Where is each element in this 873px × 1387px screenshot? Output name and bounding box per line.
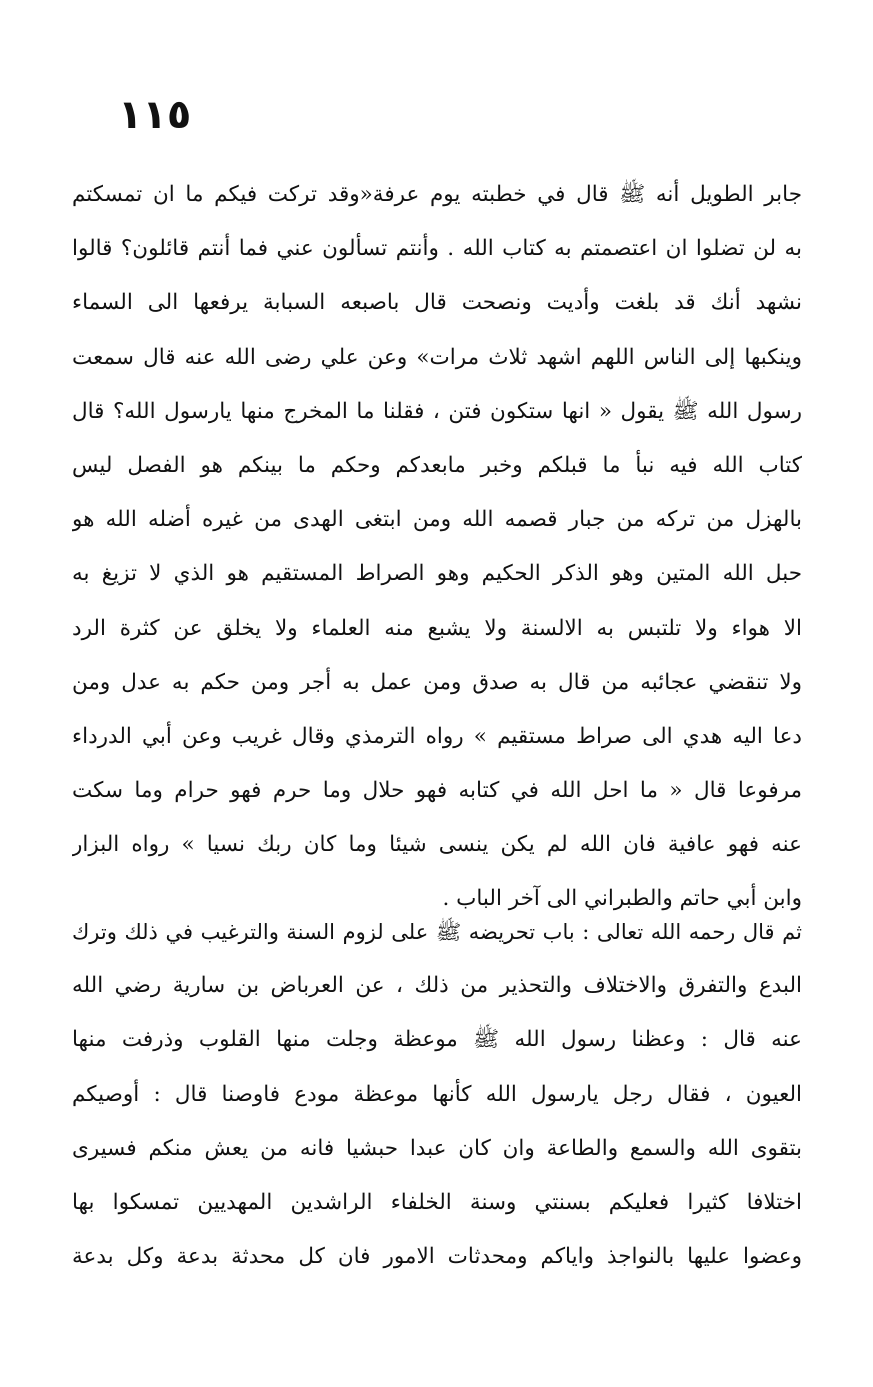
text-line: جابر الطويل أنه ﷺ قال في خطبته يوم عرفة«وقد تركت فيكم ما ان تمسكتم (72, 182, 802, 207)
text-line: ولا تنقضي عجائبه من قال به صدق ومن عمل به أجر ومن حكم به عدل ومن (72, 669, 802, 695)
text-line: وابن أبي حاتم والطبراني الى آخر الباب . (442, 886, 802, 912)
text-line: كتاب الله فيه نبأ ما قبلكم وخبر مابعدكم وحكم ما بينكم هو الفصل ليس (72, 452, 802, 478)
text-line: وعضوا عليها بالنواجذ واياكم ومحدثات الامور فان كل محدثة بدعة وكل بدعة (72, 1244, 802, 1270)
text-line: وينكبها إلى الناس اللهم اشهد ثلاث مرات» وعن علي رضى الله عنه قال سمعت (72, 344, 802, 370)
text-line: اختلافا كثيرا فعليكم بسنتي وسنة الخلفاء الراشدين المهديين تمسكوا بها (72, 1189, 802, 1215)
text-line: الا هواء ولا تلتبس به الالسنة ولا يشبع منه العلماء ولا يخلق عن كثرة الرد (72, 615, 802, 641)
text-line: بالهزل من تركه من جبار قصمه الله ومن ابتغى الهدى من غيره أضله الله هو (72, 507, 802, 533)
text-line: نشهد أنك قد بلغت وأديت ونصحت قال باصبعه السبابة يرفعها الى السماء (72, 290, 802, 316)
text-line: دعا اليه هدي الى صراط مستقيم » رواه الترمذي وقال غريب وعن أبي الدرداء (72, 723, 802, 749)
text-line: حبل الله المتين وهو الذكر الحكيم وهو الصراط المستقيم هو الذي لا تزيغ به (72, 561, 802, 587)
text-line: عنه فهو عافية فان الله لم يكن ينسى شيئا وما كان ربك نسيا » رواه البزار (72, 832, 802, 858)
text-line: مرفوعا قال « ما احل الله في كتابه فهو حلال وما حرم فهو حرام وما سكت (72, 778, 802, 804)
text-line: رسول الله ﷺ يقول « انها ستكون فتن ، فقلنا ما المخرج منها يارسول الله؟ قال (72, 398, 802, 424)
text-line: به لن تضلوا ان اعتصمتم به كتاب الله . وأنتم تسألون عني فما أنتم قائلون؟ قالوا (72, 236, 802, 262)
text-line: ثم قال رحمه الله تعالى : باب تحريضه ﷺ على لزوم السنة والترغيب في ذلك وترك (72, 920, 802, 944)
page-number: ١١٥ (118, 92, 192, 138)
paragraph-2 (72, 905, 802, 1284)
text-line: البدع والتفرق والاختلاف والتحذير من ذلك ، عن العرباض بن سارية رضي الله (72, 973, 802, 999)
paragraph-1 (72, 168, 802, 927)
text-line: عنه قال : وعظنا رسول الله ﷺ موعظة وجلت منها القلوب وذرفت منها (72, 1027, 802, 1053)
text-line: العيون ، فقال رجل يارسول الله كأنها موعظة مودع فاوصنا قال : أوصيكم (72, 1081, 802, 1107)
text-line: بتقوى الله والسمع والطاعة وان كان عبدا حبشيا فانه من يعش منكم فسيرى (72, 1135, 802, 1161)
